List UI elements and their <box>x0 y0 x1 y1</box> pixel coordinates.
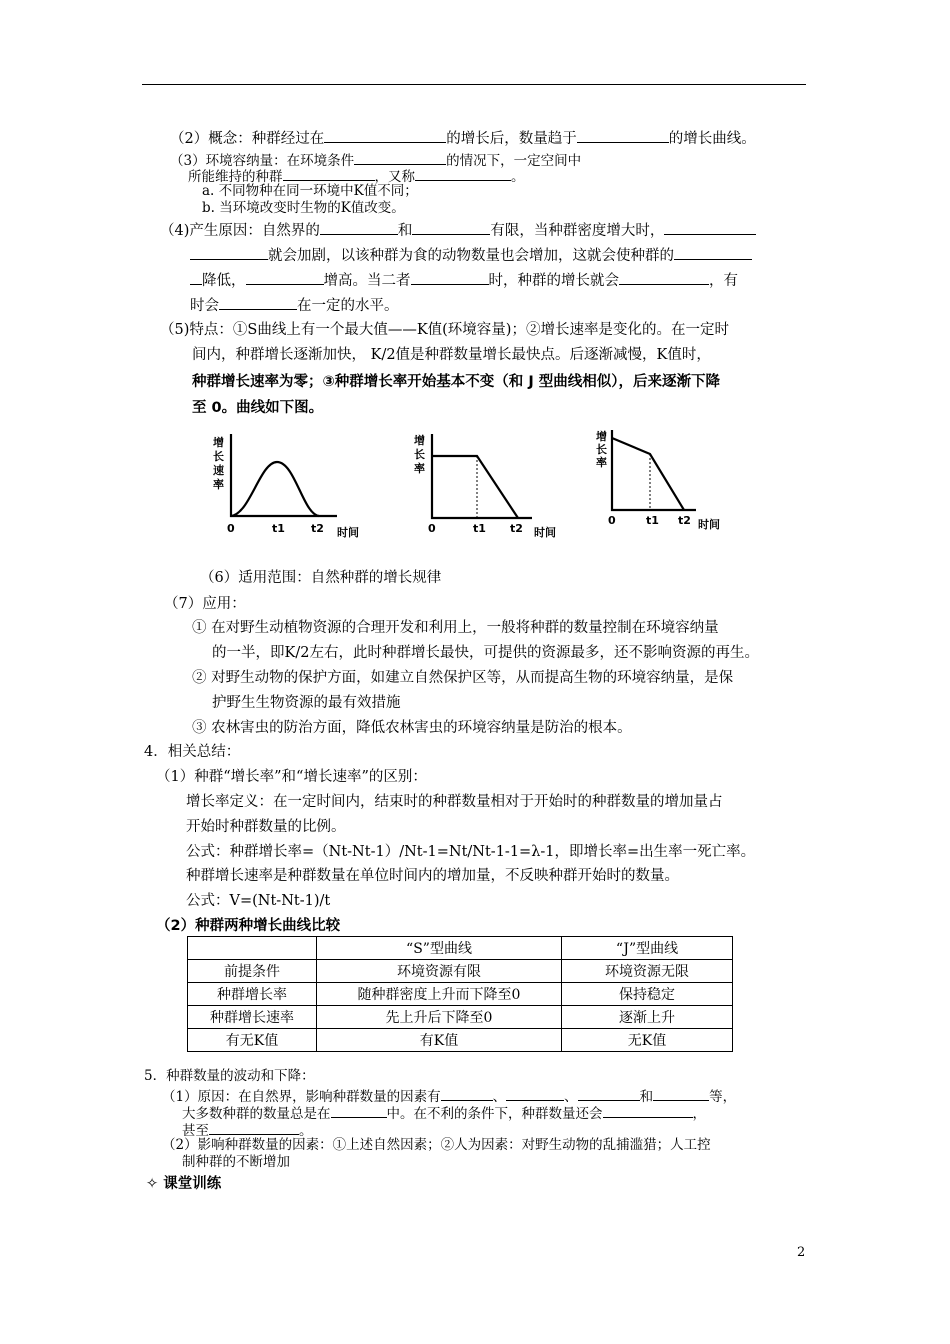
cause-line-1: （4)产生原因：自然界的 和 有限，当种群密度增大时， <box>160 220 756 241</box>
g3-t1: t1 <box>646 514 659 527</box>
influence-factors-1: （2）影响种群数量的因素：①上述自然因素；②人为因素：对野生动物的乱捕滥猎；人工控 <box>162 1137 711 1153</box>
g3-origin: 0 <box>608 514 616 527</box>
feature-line-4: 至 0。曲线如下图。 <box>192 400 324 416</box>
capacity-line: （3）环境容纳量：在环境条件 的情况下，一定空间中 <box>170 150 581 169</box>
g3-axes <box>612 430 696 510</box>
growth-speed-graph <box>205 432 380 540</box>
table-cell: 种群增长率 <box>188 983 317 1006</box>
table-cell: 前提条件 <box>188 960 317 983</box>
cause-line-4: 时会 在一定的水平。 <box>190 295 399 316</box>
growth-rate-graph <box>410 432 570 540</box>
g2-ylabel-1: 增 <box>414 434 425 447</box>
g2-t2: t2 <box>510 522 523 535</box>
g3-line <box>612 438 684 510</box>
cause-line-3: 降低， 增高。当二者 时，种群的增长就会 ，有 <box>190 270 738 291</box>
table-cell: 逐渐上升 <box>562 1006 733 1029</box>
g1-t1: t1 <box>272 522 285 535</box>
g1-xlabel: 时间 <box>337 526 359 539</box>
capacity-line-2: 所能维持的种群 ，又称 。 <box>188 166 525 185</box>
growth-rate-decline-graph <box>592 428 732 536</box>
table-cell: 保持稳定 <box>562 983 733 1006</box>
table-row <box>188 983 733 1006</box>
g3-ylabel-3: 率 <box>596 456 607 469</box>
fluctuation-cause-2: 大多数种群的数量总是在 中。在不利的条件下，种群数量还会 ， <box>182 1103 706 1122</box>
g3-t2: t2 <box>678 514 691 527</box>
g3-ylabel-2: 长 <box>596 443 607 456</box>
capacity-note-b: b. 当环境改变时生物的K值改变。 <box>202 200 405 216</box>
curve-comparison-table <box>187 936 733 1052</box>
g2-origin: 0 <box>428 522 436 535</box>
growth-speed-formula: 公式：V=(Nt-Nt-1)/t <box>186 893 331 909</box>
fluctuation-cause-1: （1）原因：在自然界，影响种群数量的因素有 、 、 和 等， <box>162 1086 736 1105</box>
capacity-note-a: a. 不同物种在同一环境中K值不同； <box>202 183 418 199</box>
application-2a: ② 对野生动物的保护方面，如建立自然保护区等，从而提高生物的环境容纳量，是保 <box>192 670 734 686</box>
feature-line-1: （5)特点：①S曲线上有一个最大值——K值(环境容量)；②增长速率是变化的。在一定时 <box>160 322 729 338</box>
concept-line: （2）概念：种群经过在 的增长后，数量趋于 的增长曲线。 <box>170 128 756 149</box>
table-cell: 有无K值 <box>188 1029 317 1052</box>
g1-t2: t2 <box>311 522 324 535</box>
growth-speed-definition: 种群增长速率是种群数量在单位时间内的增加量，不反映种群开始时的数量。 <box>186 868 679 884</box>
class-training-heading: ✧ 课堂训练 <box>146 1176 222 1192</box>
section-4-1-title: （1）种群“增长率”和“增长速率”的区别： <box>156 769 427 785</box>
g3-xlabel: 时间 <box>698 518 720 531</box>
g2-line <box>432 456 518 518</box>
influence-factors-2: 制种群的不断增加 <box>182 1154 290 1170</box>
section-4-2-title: （2）种群两种增长曲线比较 <box>156 918 341 934</box>
growth-rate-definition: 增长率定义：在一定时间内，结束时的种群数量相对于开始时的种群数量的增加量占 <box>186 794 723 810</box>
g1-ylabel-4: 率 <box>213 478 224 491</box>
application-1b: 的一半，即K/2左右，此时种群增长最快，可提供的资源最多，还不影响资源的再生。 <box>212 645 759 661</box>
g1-ylabel-2: 长 <box>213 450 224 463</box>
table-row <box>188 960 733 983</box>
g2-xlabel: 时间 <box>534 526 556 539</box>
g2-t1: t1 <box>473 522 486 535</box>
application-1a: ① 在对野生动植物资源的合理开发和利用上，一般将种群的数量控制在环境容纳量 <box>192 620 719 636</box>
section-4-title: 4．相关总结： <box>144 744 241 760</box>
g1-ylabel-3: 速 <box>213 464 224 477</box>
table-cell: 无K值 <box>562 1029 733 1052</box>
table-cell: 环境资源无限 <box>562 960 733 983</box>
growth-rate-definition-2: 开始时种群数量的比例。 <box>186 819 346 835</box>
table-row <box>188 1029 733 1052</box>
header-rule <box>142 84 806 85</box>
application-3: ③ 农林害虫的防治方面，降低农林害虫的环境容纳量是防治的根本。 <box>192 720 632 736</box>
table-cell: 随种群密度上升而下降至0 <box>317 983 562 1006</box>
table-cell: “S”型曲线 <box>317 937 562 960</box>
g1-curve <box>231 462 319 516</box>
table-row <box>188 1006 733 1029</box>
table-header-row <box>188 937 733 960</box>
application-title: （7）应用： <box>164 596 246 612</box>
g3-ylabel-1: 增 <box>596 430 607 443</box>
g2-axes <box>432 434 532 518</box>
g2-ylabel-2: 长 <box>414 448 425 461</box>
cause-line-2: 就会加剧，以该种群为食的动物数量也会增加，这就会使种群的 <box>190 245 752 266</box>
feature-line-3: 种群增长速率为零；③种群增长率开始基本不变（和 J 型曲线相似），后来逐渐下降 <box>192 374 721 390</box>
section-5-title: 5．种群数量的波动和下降： <box>144 1068 315 1084</box>
page-number: 2 <box>797 1245 806 1260</box>
fluctuation-cause-3: 甚至 。 <box>182 1120 313 1139</box>
feature-line-2: 间内，种群增长逐渐加快， K/2值是种群数量增长最快点。后逐渐减慢，K值时， <box>192 347 711 363</box>
growth-rate-formula: 公式：种群增长率=（Nt-Nt-1）/Nt-1=Nt/Nt-1-1=λ-1，即增长率=出生率一死亡率。 <box>186 844 756 860</box>
table-cell: “J”型曲线 <box>562 937 733 960</box>
table-cell <box>188 937 317 960</box>
g2-ylabel-3: 率 <box>414 462 425 475</box>
table-cell: 先上升后下降至0 <box>317 1006 562 1029</box>
table-cell: 有K值 <box>317 1029 562 1052</box>
application-2b: 护野生生物资源的最有效措施 <box>212 695 401 711</box>
table-cell: 种群增长速率 <box>188 1006 317 1029</box>
g1-ylabel-1: 增 <box>213 436 224 449</box>
scope-line: （6）适用范围：自然种群的增长规律 <box>200 570 442 586</box>
table-cell: 环境资源有限 <box>317 960 562 983</box>
g1-origin: 0 <box>227 522 235 535</box>
